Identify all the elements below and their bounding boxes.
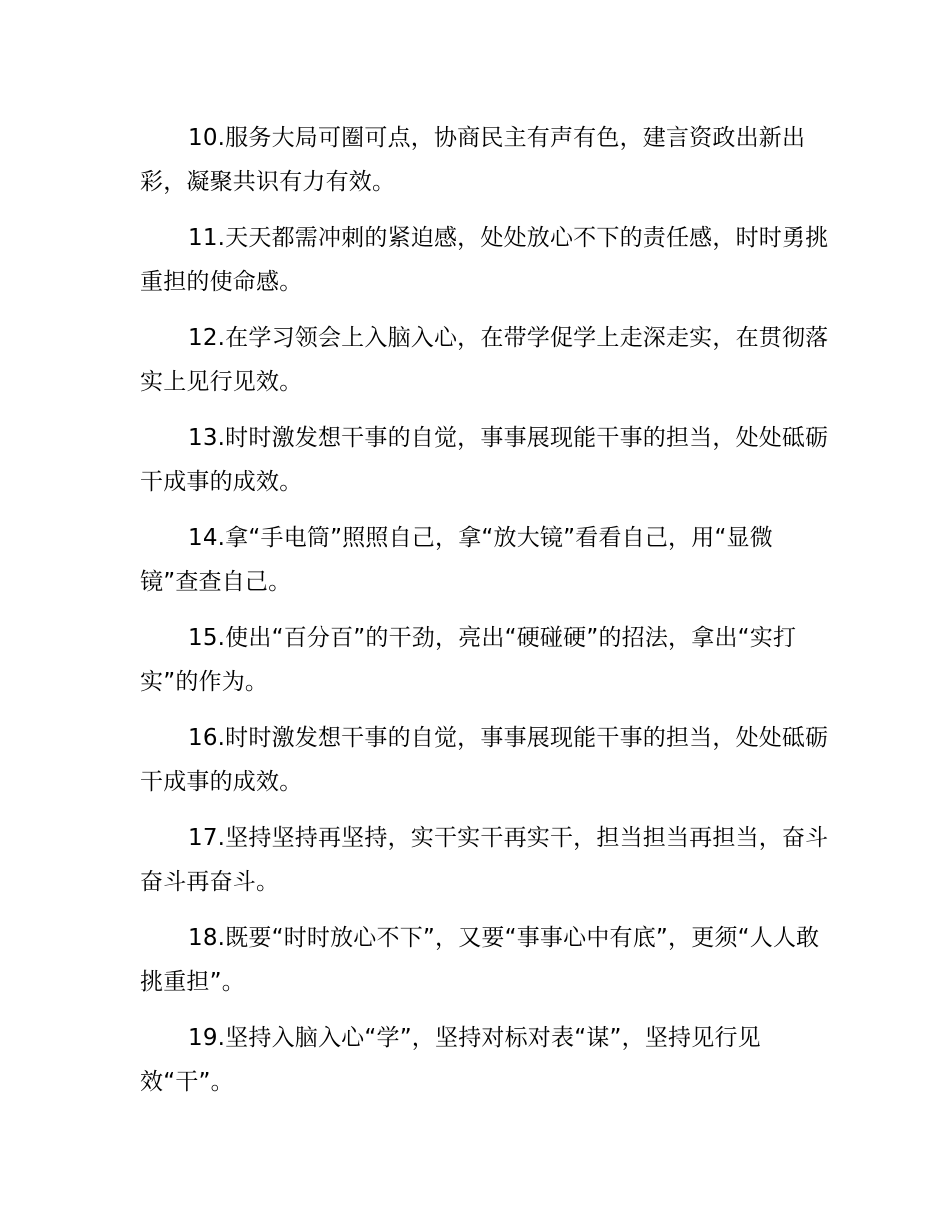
paragraph-19: 19.坚持入脑入心“学”，坚持对标对表“谋”，坚持见行见效“干”。 <box>140 1025 761 1095</box>
paragraph-13: 13.时时激发想干事的自觉，事事展现能干事的担当，处处砥砺干成事的成效。 <box>140 425 829 495</box>
paragraph-12: 12.在学习领会上入脑入心，在带学促学上走深走实，在贯彻落实上见行见效。 <box>140 325 829 395</box>
paragraph-11: 11.天天都需冲刺的紧迫感，处处放心不下的责任感，时时勇挑重担的使命感。 <box>140 225 829 295</box>
paragraph-16: 16.时时激发想干事的自觉，事事展现能干事的担当，处处砥砺干成事的成效。 <box>140 725 829 795</box>
paragraph-14: 14.拿“手电筒”照照自己，拿“放大镜”看看自己，用“显微镜”查查自己。 <box>140 525 773 595</box>
document-body <box>140 116 830 1116</box>
paragraph-10: 10.服务大局可圈可点，协商民主有声有色，建言资政出新出彩，凝聚共识有力有效。 <box>140 125 806 195</box>
paragraph-15: 15.使出“百分百”的干劲，亮出“硬碰硬”的招法，拿出“实打实”的作为。 <box>140 625 797 695</box>
paragraph-18: 18.既要“时时放心不下”，又要“事事心中有底”，更须“人人敢挑重担”。 <box>140 925 820 995</box>
paragraph-17: 17.坚持坚持再坚持，实干实干再实干，担当担当再担当，奋斗奋斗再奋斗。 <box>140 825 829 895</box>
